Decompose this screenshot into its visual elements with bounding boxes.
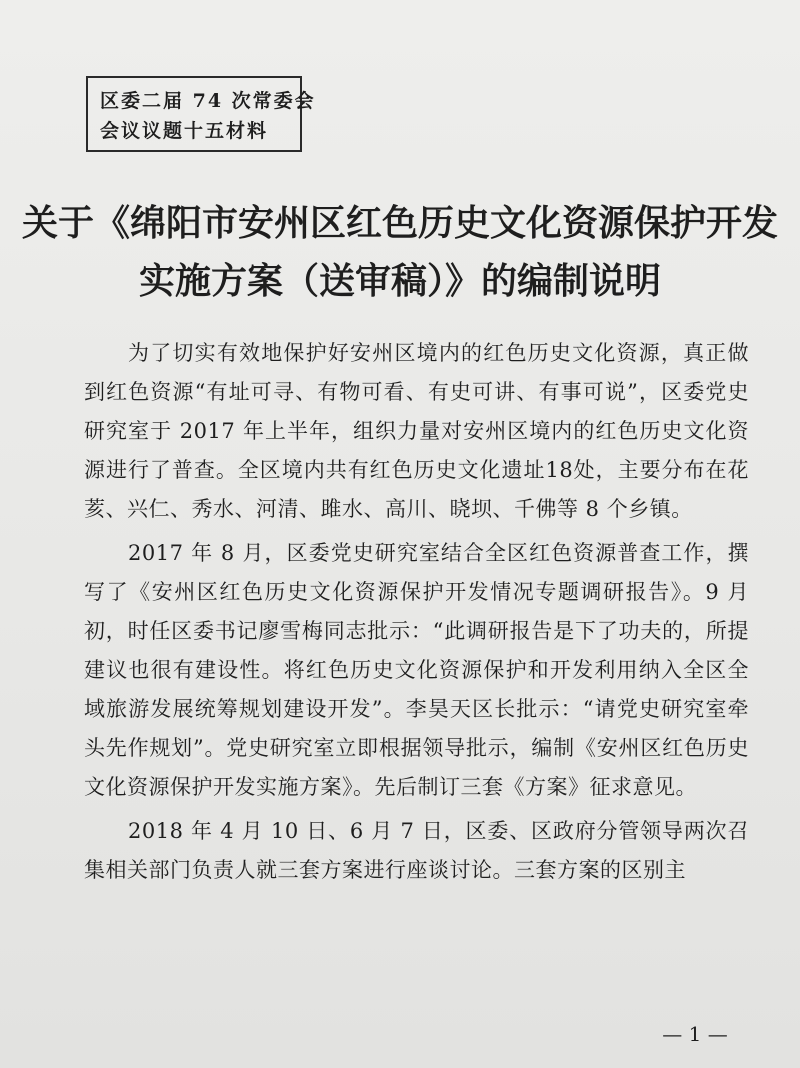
document-title-line-2: 实施方案（送审稿）》的编制说明 [138, 260, 661, 302]
document-title-line-1: 关于《绵阳市安州区红色历史文化资源保护开发 [21, 202, 778, 244]
body-paragraph: 2017 年 8 月，区委党史研究室结合全区红色资源普查工作，撰写了《安州区红色历史文化资源保护开发情况专题调研报告》。9 月初，时任区委书记廖雪梅同志批示：“此调研报告是下了功夫的，所提建议也很有建设性。将红色历史文化资源保护和开发利用纳入全区全域旅游发展统筹规划建设开发”。李昊天区长批示：“请党史研究室牵头先作规划”。党史研究室立即根据领导批示，编制《安州区红色历史文化资源保护开发实施方案》。先后制订三套《方案》征求意见。 [84, 541, 749, 799]
page-number: — 1 — [662, 1022, 728, 1046]
body-paragraph: 为了切实有效地保护好安州区境内的红色历史文化资源，真正做到红色资源“有址可寻、有物可看、有史可讲、有事可说”，区委党史研究室于 2017 年上半年，组织力量对安州区境内的红色历史文化资源进行了普查。全区境内共有红色历史文化遗址18处，主要分布在花荄、兴仁、秀水、河清、雎水、高川、晓坝、千佛等 8 个乡镇。 [84, 341, 749, 521]
meeting-label-line-2: 会议议题十五材料 [100, 120, 269, 142]
document-body [84, 334, 749, 895]
meeting-label-line-1: 区委二届 74 次常委会 [100, 90, 316, 112]
meeting-label-box [86, 76, 316, 152]
body-paragraph: 2018 年 4 月 10 日、6 月 7 日，区委、区政府分管领导两次召集相关部门负责人就三套方案进行座谈讨论。三套方案的区别主 [84, 819, 749, 882]
document-title [0, 194, 800, 310]
